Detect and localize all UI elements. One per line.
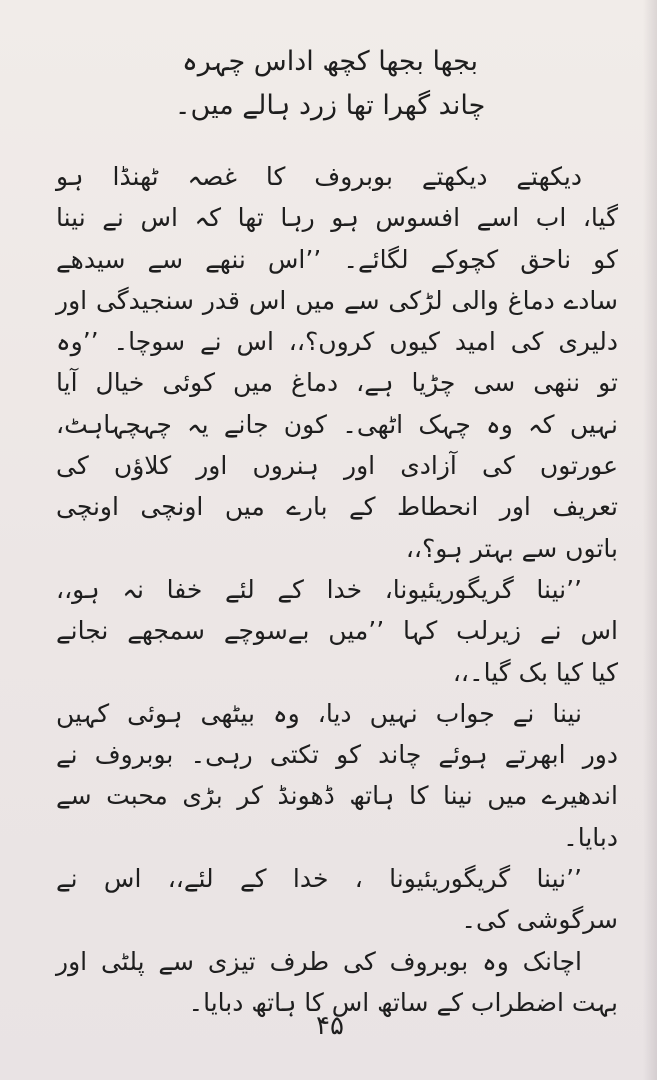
text-line: اچانک وہ بوبروف کی طرف تیزی سے پلٹی اور — [56, 946, 582, 976]
text-line: دور ابھرتے ہوئے چاند کو تکتی رہی۔ بوبروف نے — [56, 740, 618, 770]
text-line: اس نے زیرلب کہا ’’میں بےسوچے سمجھے نجانے — [56, 616, 618, 646]
text-line: نہیں کہ وہ چہک اٹھی۔ کون جانے یہ چہچہاہٹ، — [56, 409, 618, 439]
text-line: تعریف اور انحطاط کے بارے میں اونچی اونچی — [56, 492, 618, 522]
text-line: سادے دماغ والی لڑکی سے میں اس قدر سنجیدگی اور — [56, 285, 618, 315]
text-line: تو ننھی سی چڑیا ہے، دماغ میں کوئی خیال آیا — [56, 368, 618, 398]
body-text — [56, 156, 618, 1023]
text-line: دبایا۔ — [563, 822, 618, 852]
text-line: کو ناحق کچوکے لگائے۔ ’’اس ننھے سے سیدھے — [56, 244, 618, 274]
text-line: دیکھتے دیکھتے بوبروف کا غصہ ٹھنڈا ہو — [56, 162, 582, 191]
page-number: ۴۵ — [316, 1011, 344, 1041]
text-line: بہت اضطراب کے ساتھ اس کا ہاتھ دبایا۔ — [188, 987, 618, 1017]
text-line: ’’نینا گریگوریئیونا ، خدا کے لئے،، اس نے — [56, 864, 582, 894]
verse-line-2: چاند گھرا تھا زرد ہالے میں۔ — [174, 90, 486, 121]
text-line: سرگوشی کی۔ — [461, 905, 618, 935]
text-line: کیا کیا بک گیا۔،، — [452, 657, 618, 687]
page-edge-shadow — [643, 0, 657, 1080]
text-line: باتوں سے بہتر ہو؟،، — [405, 533, 618, 563]
text-line: اندھیرے میں نینا کا ہاتھ ڈھونڈ کر بڑی محبت سے — [56, 781, 618, 811]
text-line: عورتوں کی آزادی اور ہنروں اور کلاؤں کی — [56, 451, 618, 481]
text-line: دلیری کی امید کیوں کروں؟،، اس نے سوچا۔ ’’وہ — [56, 327, 618, 357]
text-line: ’’نینا گریگوریئیونا، خدا کے لئے خفا نہ ہو،، — [56, 574, 582, 604]
text-line: گیا، اب اسے افسوس ہو رہا تھا کہ اس نے نینا — [56, 203, 618, 233]
verse-line-1: بجھا بجھا کچھ اداس چہرہ — [181, 46, 479, 77]
text-line: نینا نے جواب نہیں دیا، وہ بیٹھی ہوئی کہیں — [56, 698, 582, 728]
